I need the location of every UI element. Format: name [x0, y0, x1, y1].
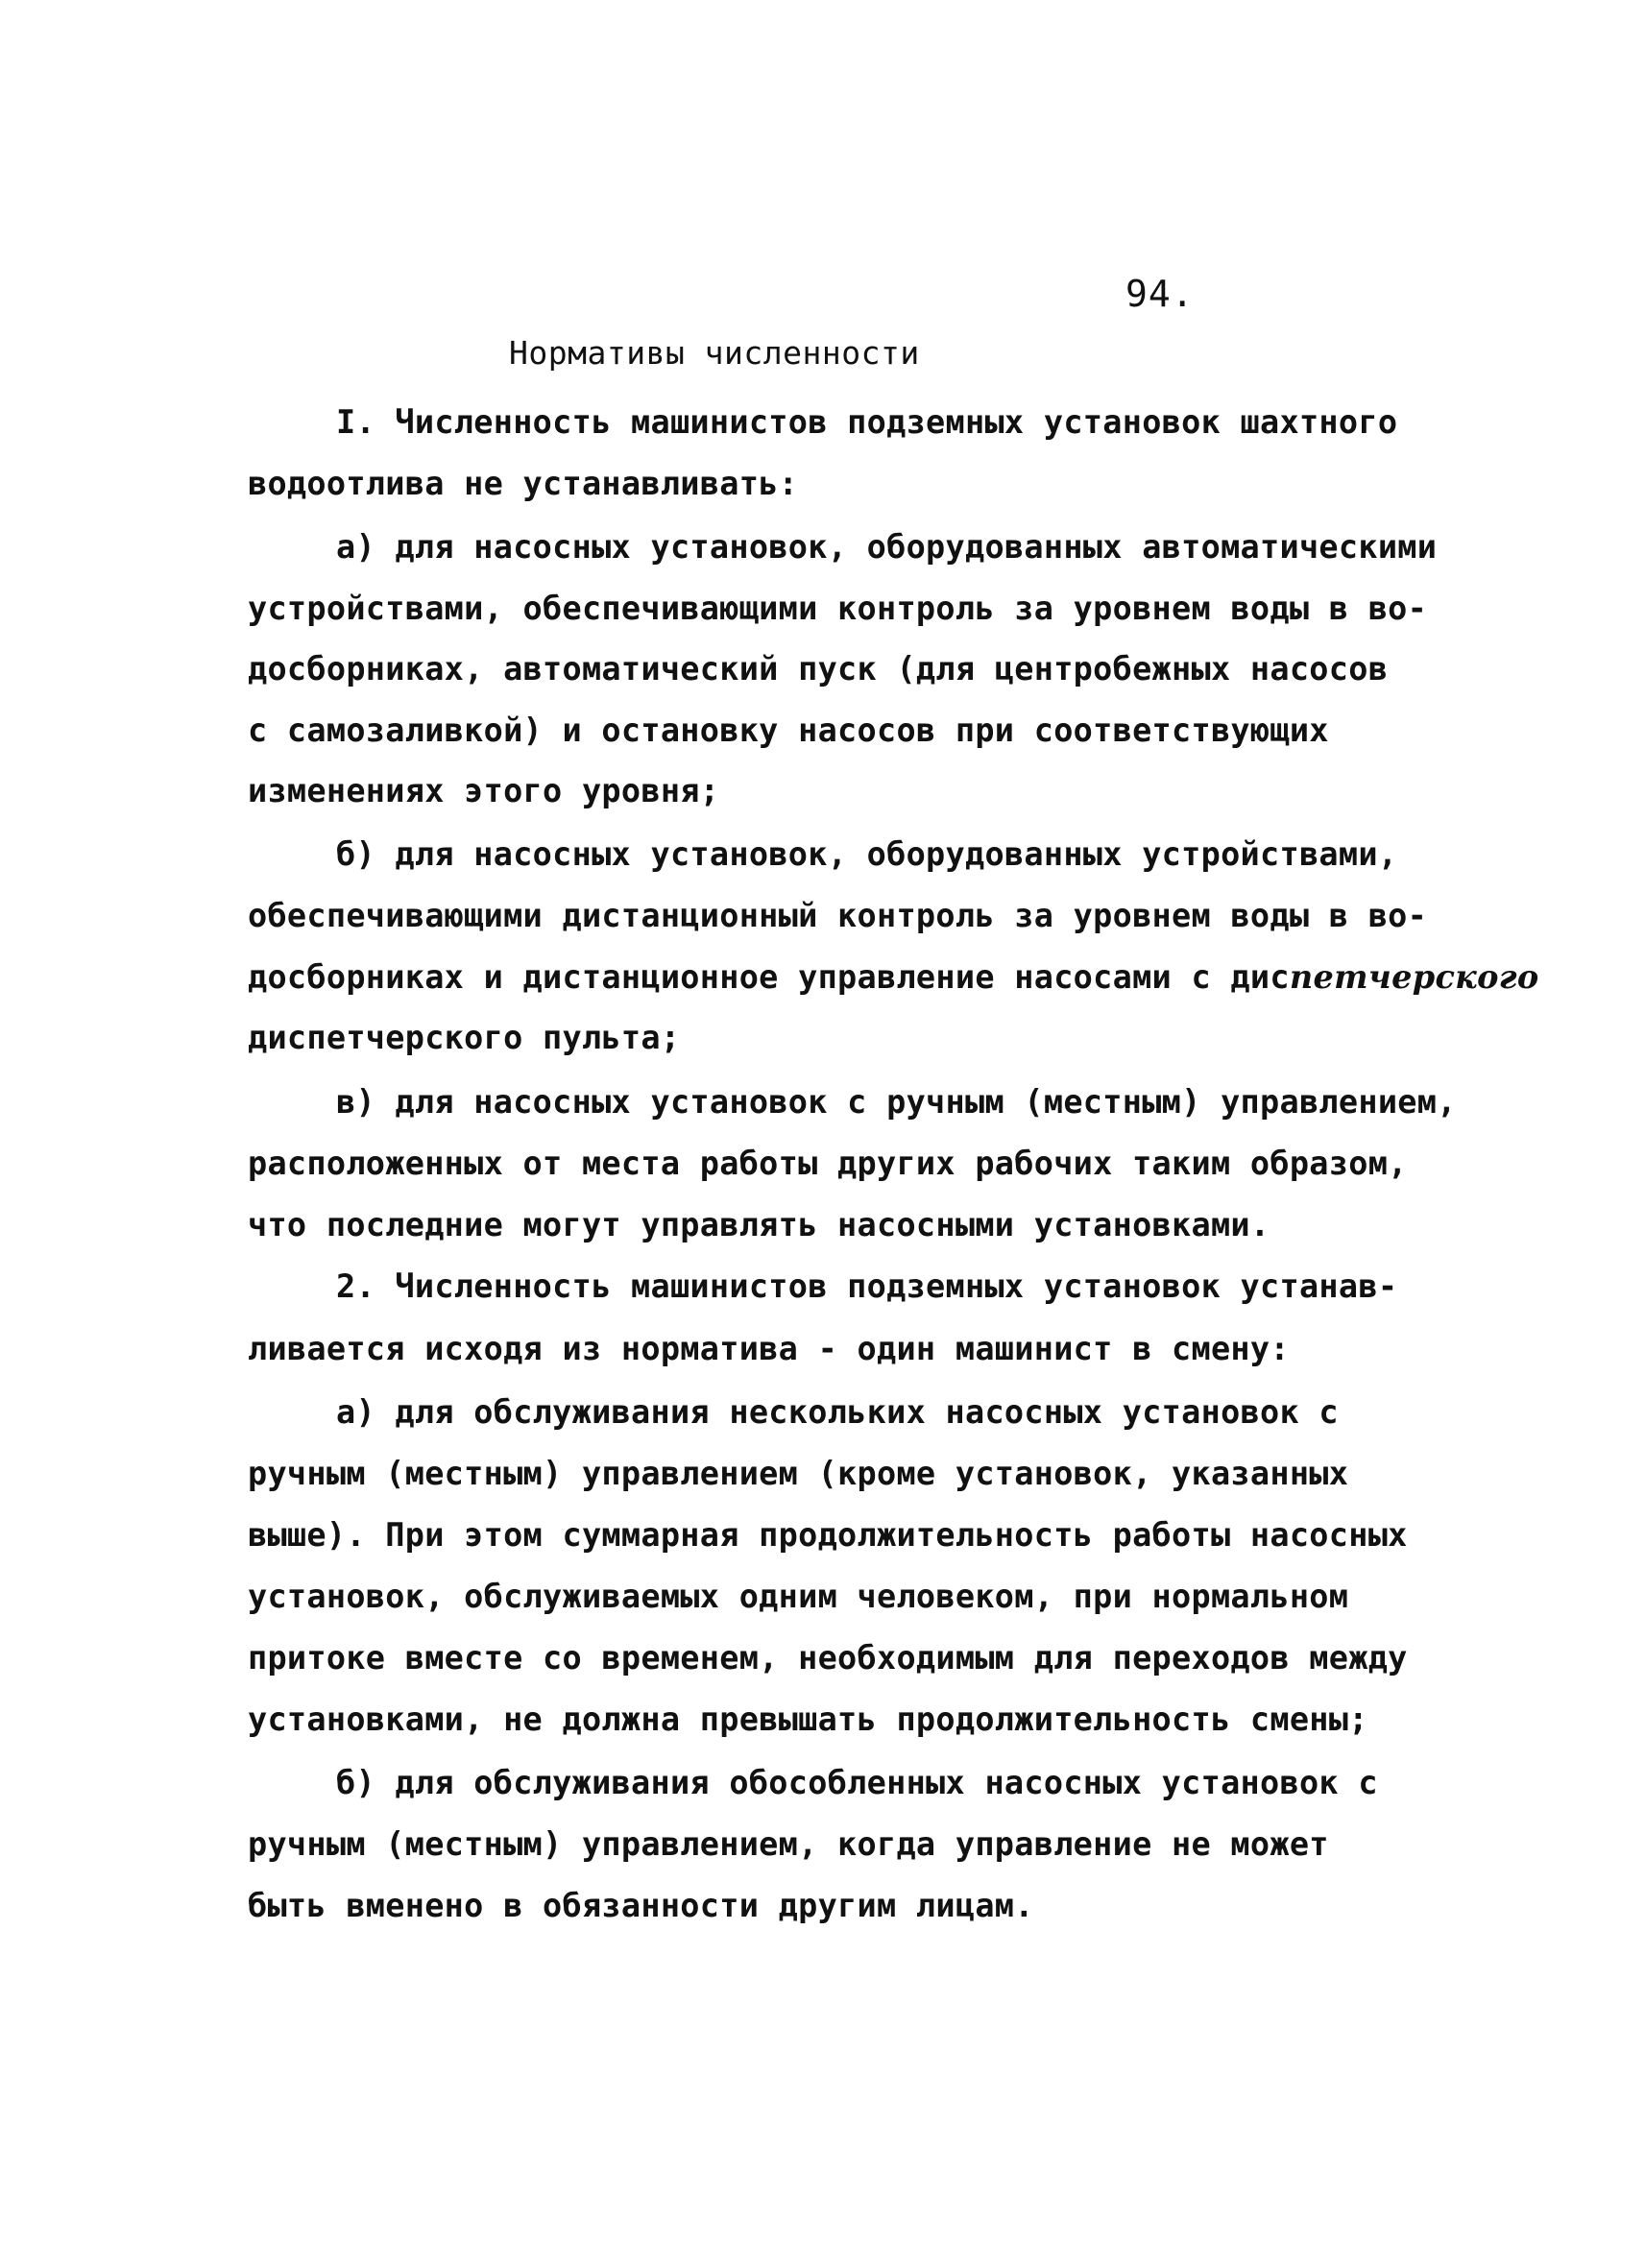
text-line: досборниках, автоматический пуск (для центробежных насосов — [248, 650, 1389, 688]
text-line: обеспечивающими дистанционный контроль за уровнем воды в во- — [248, 897, 1428, 934]
handwritten-correction: петчерского — [1289, 958, 1539, 996]
text-line: с самозаливкой) и остановку насосов при соответствующих — [248, 712, 1329, 749]
page-number: 94. — [1125, 273, 1195, 315]
text-line: а) для насосных установок, оборудованных автоматическими — [336, 528, 1438, 566]
text-segment: досборниках и дистанционное управление насосами с дис — [248, 958, 1290, 996]
text-line: диспетчерского пульта; — [248, 1019, 681, 1056]
text-line: притоке вместе со временем, необходимым для переходов между — [248, 1639, 1408, 1677]
text-line: в) для насосных установок с ручным (местным) управлением, — [336, 1083, 1457, 1121]
text-line: ручным (местным) управлением, когда управление не может — [248, 1825, 1329, 1863]
text-line: 2. Численность машинистов подземных установок устанав- — [336, 1267, 1398, 1305]
text-line: установками, не должна превышать продолжительность смены; — [248, 1701, 1368, 1738]
text-line: а) для обслуживания нескольких насосных установок с — [336, 1393, 1339, 1431]
text-line: расположенных от места работы других рабочих таким образом, — [248, 1145, 1408, 1182]
text-line: выше). При этом суммарная продолжительность работы насосных — [248, 1516, 1408, 1554]
text-line: изменениях этого уровня; — [248, 772, 720, 809]
section-heading: Нормативы численности — [509, 334, 920, 372]
text-line — [248, 958, 1539, 996]
text-line: I. Численность машинистов подземных установок шахтного — [336, 403, 1398, 441]
text-line: б) для насосных установок, оборудованных устройствами, — [336, 835, 1398, 873]
text-line: ливается исходя из норматива - один машинист в смену: — [248, 1330, 1290, 1367]
text-line: ручным (местным) управлением (кроме установок, указанных — [248, 1455, 1349, 1492]
text-line: б) для обслуживания обособленных насосных установок с — [336, 1764, 1378, 1801]
text-line: водоотлива не устанавливать: — [248, 465, 799, 502]
text-line: устройствами, обеспечивающими контроль за уровнем воды в во- — [248, 590, 1428, 627]
text-line: быть вменено в обязанности другим лицам. — [248, 1887, 1034, 1924]
text-line: установок, обслуживаемых одним человеком, при нормальном — [248, 1578, 1349, 1615]
text-line: что последние могут управлять насосными установками. — [248, 1206, 1270, 1243]
